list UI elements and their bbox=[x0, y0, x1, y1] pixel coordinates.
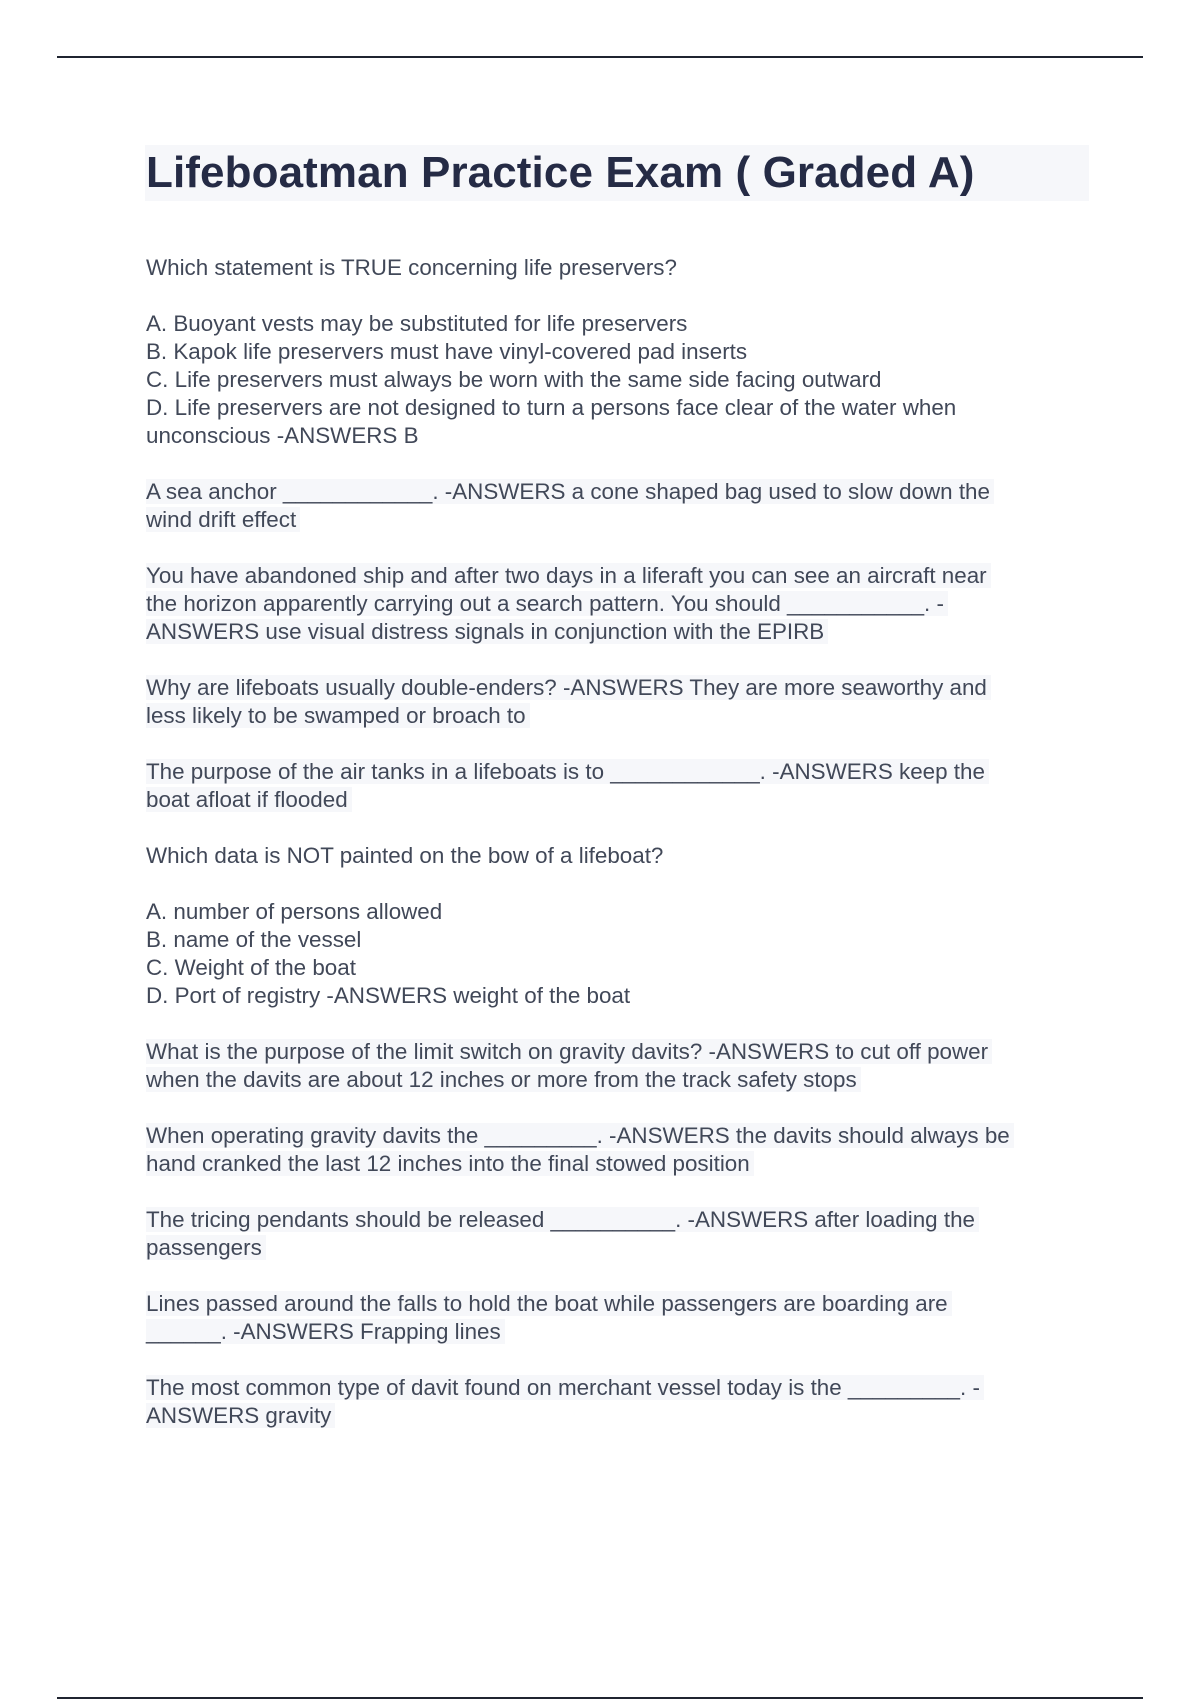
qa-line bbox=[146, 1038, 1086, 1066]
qa-line bbox=[146, 1206, 1086, 1234]
qa-text: ______. -ANSWERS Frapping lines bbox=[146, 1319, 505, 1344]
question-7 bbox=[146, 1038, 1086, 1094]
bottom-rule bbox=[57, 1697, 1143, 1699]
qa-text: when the davits are about 12 inches or more from the track safety stops bbox=[146, 1067, 861, 1092]
question-6 bbox=[146, 842, 1086, 870]
answer-option: unconscious -ANSWERS B bbox=[146, 423, 419, 448]
qa-line bbox=[146, 1234, 1086, 1262]
answer-options-1 bbox=[146, 310, 1086, 450]
qa-line bbox=[146, 1318, 1086, 1346]
answer-option: C. Life preservers must always be worn with the same side facing outward bbox=[146, 367, 882, 392]
question-9 bbox=[146, 1206, 1086, 1262]
answer-option: B. name of the vessel bbox=[146, 927, 362, 952]
qa-list bbox=[146, 254, 1086, 1458]
qa-text: ANSWERS gravity bbox=[146, 1403, 335, 1428]
qa-text: boat afloat if flooded bbox=[146, 787, 352, 812]
qa-text: A sea anchor ____________. -ANSWERS a cone shaped bag used to slow down the bbox=[146, 479, 994, 504]
question-4 bbox=[146, 674, 1086, 730]
qa-text: What is the purpose of the limit switch on gravity davits? -ANSWERS to cut off power bbox=[146, 1039, 992, 1064]
question-8 bbox=[146, 1122, 1086, 1178]
qa-text: You have abandoned ship and after two days in a liferaft you can see an aircraft near bbox=[146, 563, 991, 588]
qa-text: Why are lifeboats usually double-enders? -ANSWERS They are more seaworthy and bbox=[146, 675, 991, 700]
qa-line bbox=[146, 702, 1086, 730]
qa-line bbox=[146, 478, 1086, 506]
qa-line bbox=[146, 674, 1086, 702]
answer-option: B. Kapok life preservers must have vinyl-covered pad inserts bbox=[146, 339, 748, 364]
qa-line bbox=[146, 1374, 1086, 1402]
question-2 bbox=[146, 478, 1086, 534]
answer-option: A. Buoyant vests may be substituted for life preservers bbox=[146, 311, 688, 336]
answer-option: D. Life preservers are not designed to turn a persons face clear of the water when bbox=[146, 395, 957, 420]
answer-option: C. Weight of the boat bbox=[146, 955, 356, 980]
qa-text: passengers bbox=[146, 1235, 266, 1260]
answer-option: A. number of persons allowed bbox=[146, 899, 443, 924]
question-3 bbox=[146, 562, 1086, 646]
qa-line bbox=[146, 562, 1086, 590]
qa-line bbox=[146, 506, 1086, 534]
qa-text: When operating gravity davits the _________. -ANSWERS the davits should always be bbox=[146, 1123, 1014, 1148]
qa-text: wind drift effect bbox=[146, 507, 300, 532]
qa-line bbox=[146, 618, 1086, 646]
qa-line bbox=[146, 786, 1086, 814]
top-rule bbox=[57, 56, 1143, 58]
qa-text: the horizon apparently carrying out a search pattern. You should ___________. - bbox=[146, 591, 948, 616]
qa-line bbox=[146, 1402, 1086, 1430]
qa-text: The tricing pendants should be released __________. -ANSWERS after loading the bbox=[146, 1207, 979, 1232]
answer-options-6 bbox=[146, 898, 1086, 1010]
qa-line bbox=[146, 1122, 1086, 1150]
qa-line bbox=[146, 1150, 1086, 1178]
question-1 bbox=[146, 254, 1086, 282]
qa-text: The purpose of the air tanks in a lifeboats is to ____________. -ANSWERS keep the bbox=[146, 759, 989, 784]
qa-text: hand cranked the last 12 inches into the final stowed position bbox=[146, 1151, 754, 1176]
qa-line bbox=[146, 1290, 1086, 1318]
qa-text: Lines passed around the falls to hold the boat while passengers are boarding are bbox=[146, 1291, 952, 1316]
answer-option: D. Port of registry -ANSWERS weight of the boat bbox=[146, 983, 631, 1008]
question-text: Which data is NOT painted on the bow of a lifeboat? bbox=[146, 843, 664, 868]
question-10 bbox=[146, 1290, 1086, 1346]
qa-line bbox=[146, 1066, 1086, 1094]
question-5 bbox=[146, 758, 1086, 814]
qa-line bbox=[146, 590, 1086, 618]
document-title: Lifeboatman Practice Exam ( Graded A) bbox=[146, 148, 975, 197]
question-text: Which statement is TRUE concerning life preservers? bbox=[146, 255, 677, 280]
qa-text: less likely to be swamped or broach to bbox=[146, 703, 530, 728]
qa-text: ANSWERS use visual distress signals in conjunction with the EPIRB bbox=[146, 619, 828, 644]
question-11 bbox=[146, 1374, 1086, 1430]
qa-line bbox=[146, 758, 1086, 786]
qa-text: The most common type of davit found on merchant vessel today is the _________. - bbox=[146, 1375, 984, 1400]
